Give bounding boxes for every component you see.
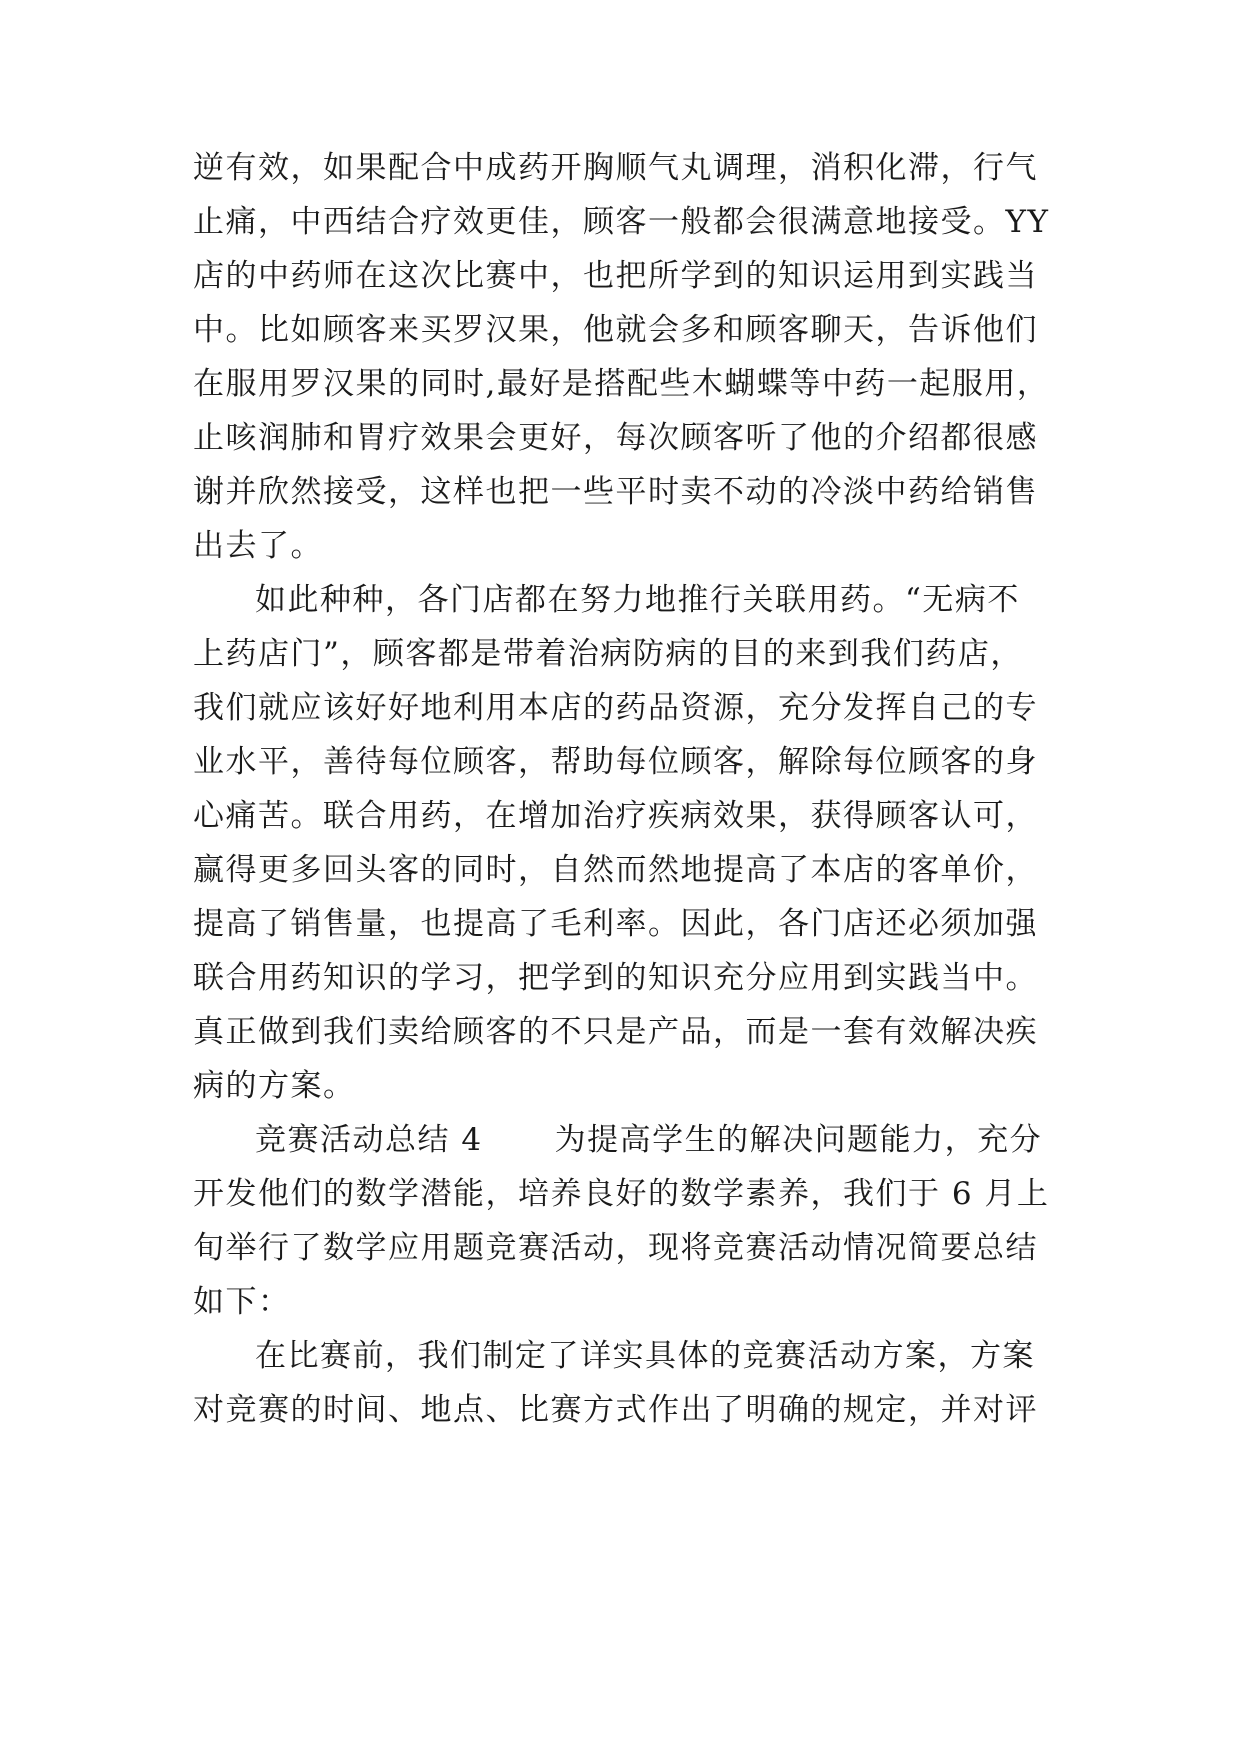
section-heading: 竞赛活动总结 4 bbox=[255, 1122, 483, 1158]
body-text-line: 止咳润肺和胃疗效果会更好，每次顾客听了他的介绍都很感 bbox=[193, 420, 1038, 456]
paragraph-first-line: 在比赛前，我们制定了详实具体的竞赛活动方案，方案 bbox=[255, 1338, 1035, 1374]
body-text-line: 谢并欣然接受，这样也把一些平时卖不动的冷淡中药给销售 bbox=[193, 474, 1038, 510]
body-text-line: 在服用罗汉果的同时,最好是搭配些木蝴蝶等中药一起服用， bbox=[193, 366, 1050, 402]
body-text-line: 我们就应该好好地利用本店的药品资源，充分发挥自己的专 bbox=[193, 690, 1038, 726]
body-text-line: 出去了。 bbox=[193, 528, 323, 564]
body-text-line: 对竞赛的时间、地点、比赛方式作出了明确的规定，并对评 bbox=[193, 1392, 1038, 1428]
body-text-line: 上药店门”，顾客都是带着治病防病的目的来到我们药店， bbox=[193, 636, 1023, 672]
body-text-line: 联合用药知识的学习，把学到的知识充分应用到实践当中。 bbox=[193, 960, 1038, 996]
body-text-line: 开发他们的数学潜能，培养良好的数学素养，我们于 6 月上 bbox=[193, 1176, 1050, 1212]
body-text-line: 提高了销售量，也提高了毛利率。因此，各门店还必须加强 bbox=[193, 906, 1038, 942]
body-text-line: 赢得更多回头客的同时，自然而然地提高了本店的客单价， bbox=[193, 852, 1038, 888]
body-text-line: 止痛，中西结合疗效更佳，顾客一般都会很满意地接受。YY bbox=[193, 204, 1050, 240]
body-text-line: 店的中药师在这次比赛中，也把所学到的知识运用到实践当 bbox=[193, 258, 1038, 294]
body-text-line: 旬举行了数学应用题竞赛活动，现将竞赛活动情况简要总结 bbox=[193, 1230, 1038, 1266]
body-text-line: 心痛苦。联合用药，在增加治疗疾病效果，获得顾客认可， bbox=[193, 798, 1038, 834]
body-text-line: 病的方案。 bbox=[193, 1068, 356, 1104]
section-heading-line bbox=[255, 1120, 1135, 1160]
body-text-line: 如下： bbox=[193, 1284, 291, 1320]
body-text-line: 逆有效，如果配合中成药开胸顺气丸调理，消积化滞，行气 bbox=[193, 150, 1038, 186]
body-text-line: 业水平，善待每位顾客，帮助每位顾客，解除每位顾客的身 bbox=[193, 744, 1038, 780]
body-text-line: 真正做到我们卖给顾客的不只是产品，而是一套有效解决疾 bbox=[193, 1014, 1038, 1050]
body-text-line: 中。比如顾客来买罗汉果，他就会多和顾客聊天，告诉他们 bbox=[193, 312, 1038, 348]
section-intro-text: 为提高学生的解决问题能力，充分 bbox=[554, 1122, 1043, 1158]
paragraph-first-line: 如此种种，各门店都在努力地推行关联用药。“无病不 bbox=[255, 582, 1020, 618]
